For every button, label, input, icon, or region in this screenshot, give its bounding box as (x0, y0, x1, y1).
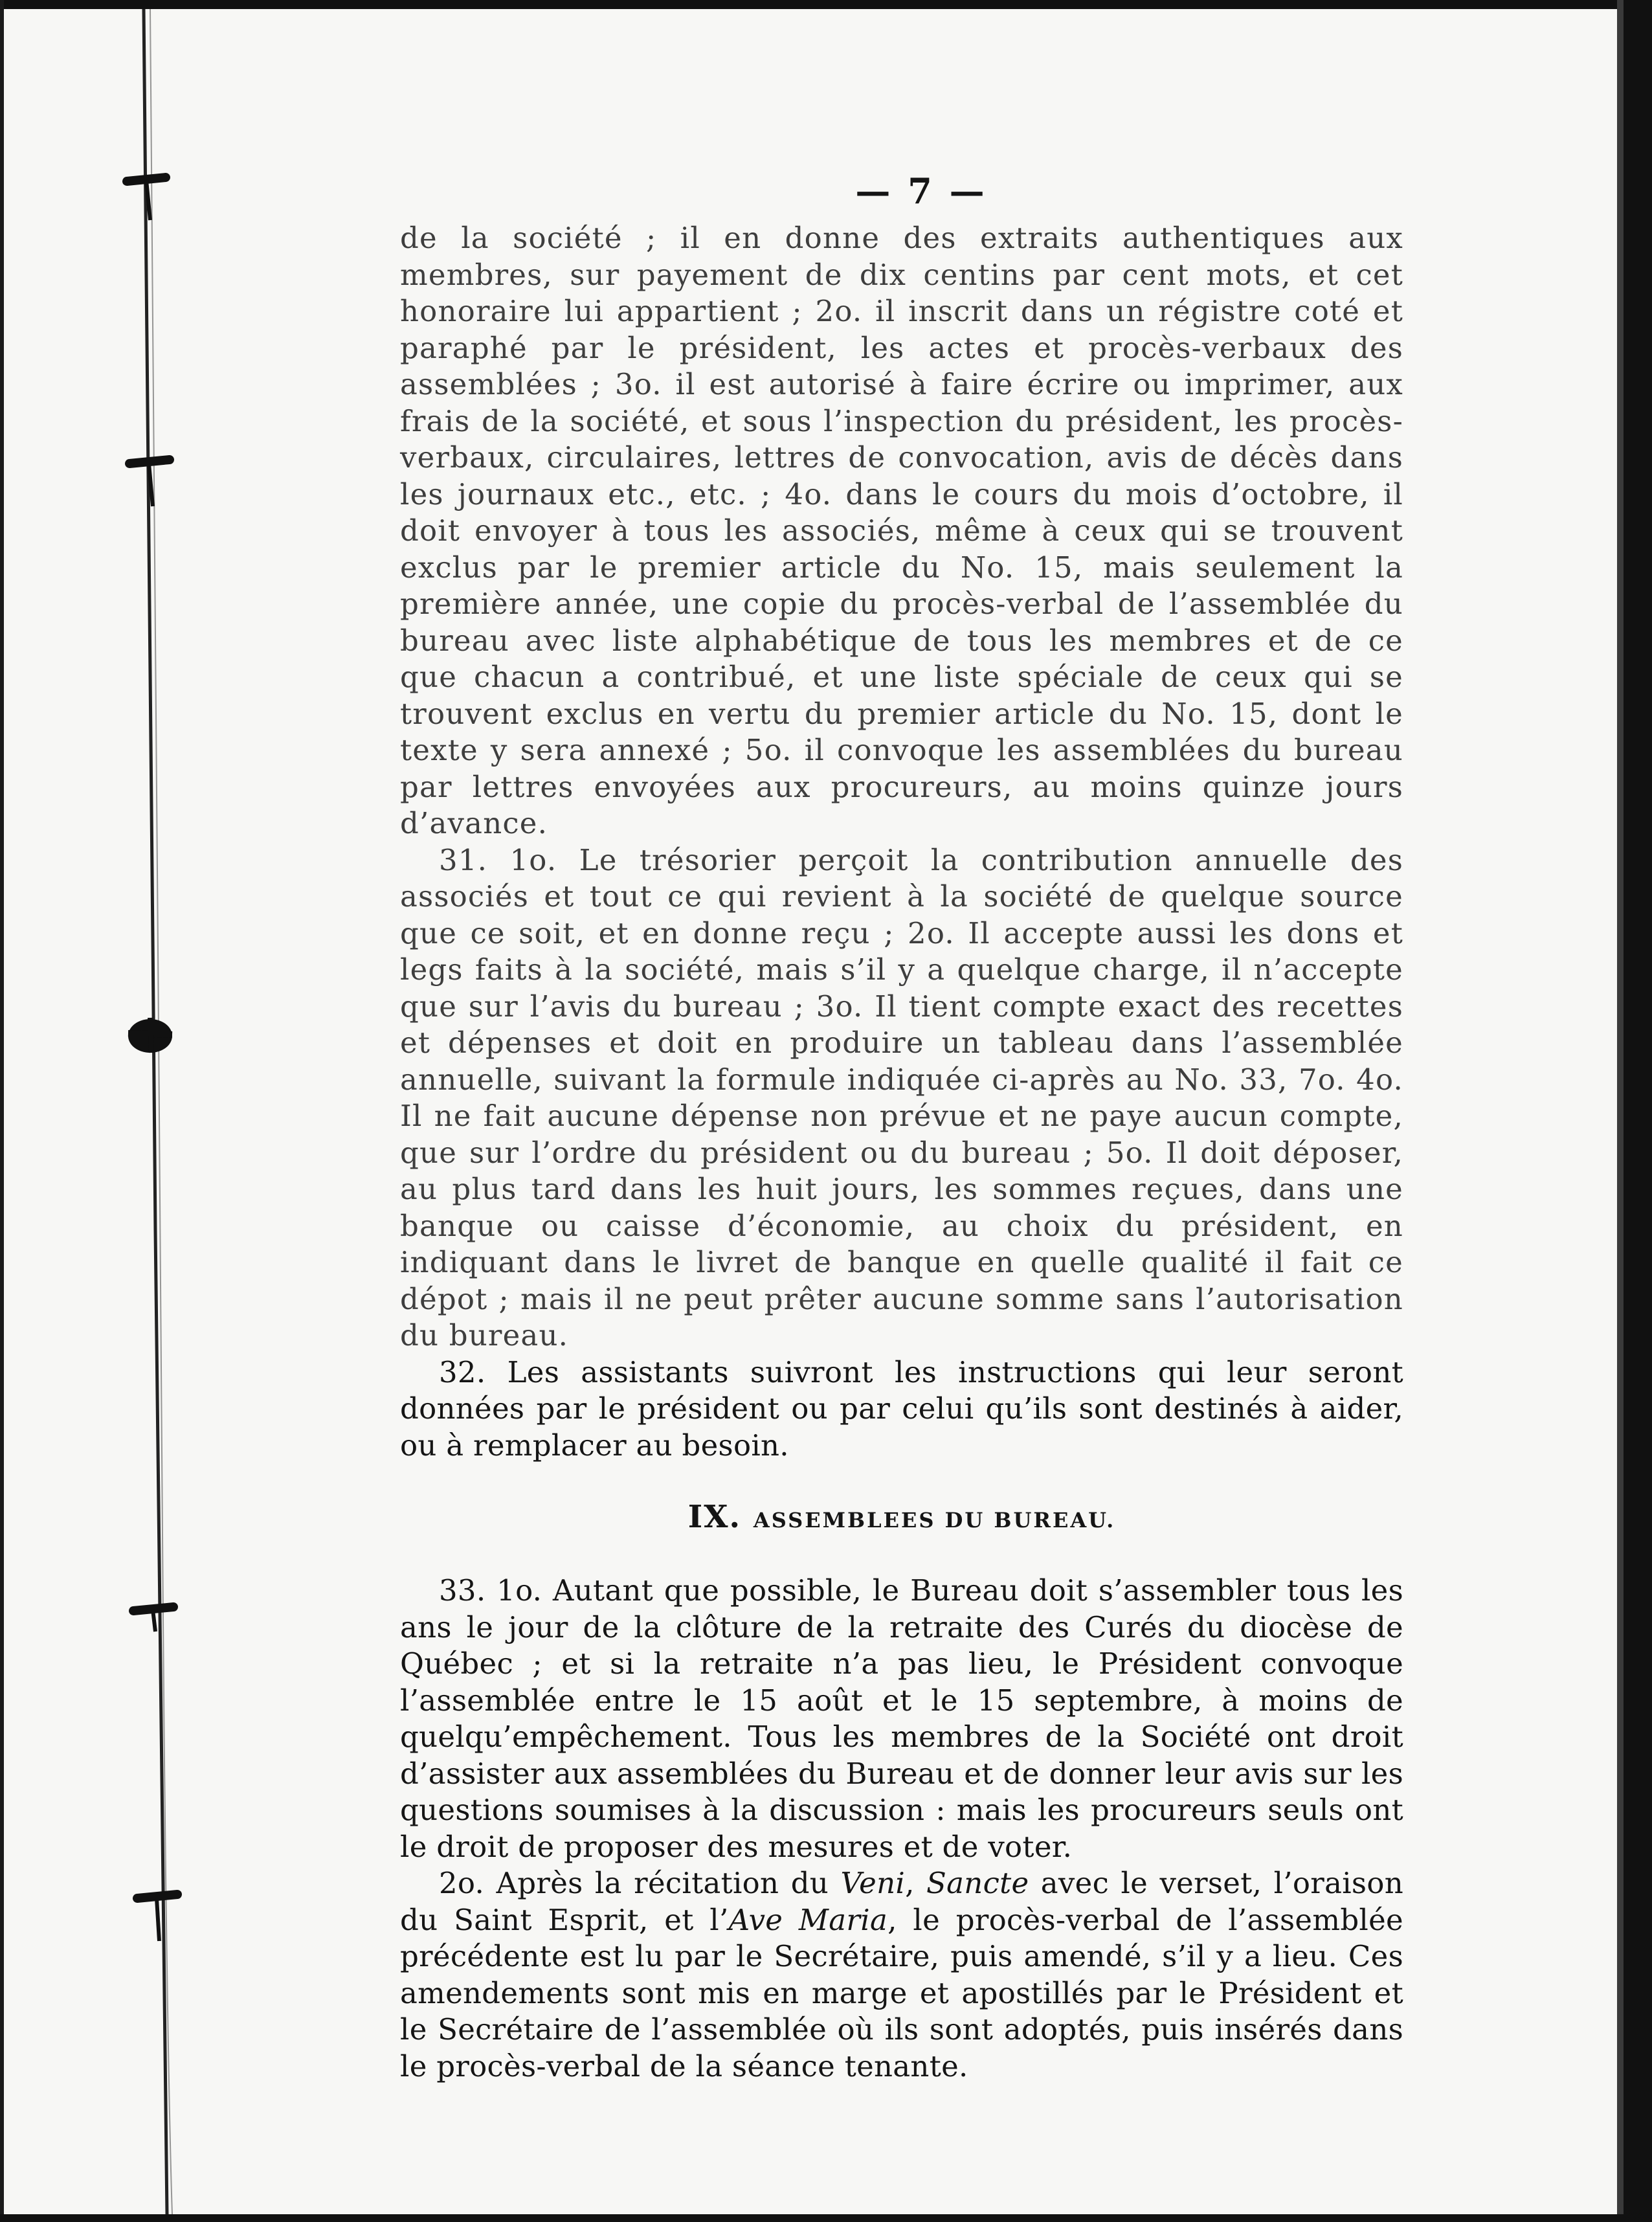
scan-border-bottom (0, 2214, 1652, 2222)
paragraph-33-assemblies: 33. 1o. Autant que possible, le Bureau doit s’assembler tous les ans le jour de la clôture de la retraite des Curés du diocèse de Québec ; et si la retraite n’a pas lieu, le Président convoque l’assemblée entre le 15 août et le 15 septembre, à moins de quelqu’empêchement. Tous les membres de la Société ont droit d’assister aux assemblées du Bureau et de donner leur avis sur les questions soumises à la discussion : mais les procureurs seuls ont le droit de proposer des mesures et de voter. (400, 1573, 1403, 1864)
text-comma: , (905, 1866, 927, 1900)
section-title: ASSEMBLEES DU BUREAU. (753, 1508, 1116, 1532)
scan-border-top (0, 0, 1652, 9)
text-before-veni: 2o. Après la récitation du (439, 1866, 841, 1900)
paragraph-secretary-duties: de la société ; il en donne des extraits authentiques aux membres, sur payement de dix centins par cent mots, et cet honoraire lui appartient ; 2o. il inscrit dans un régistre coté et paraphé par le président, les actes et procès-verbaux des assemblées ; 3o. il est autorisé à faire écrire ou imprimer, aux frais de la société, et sous l’inspection du président, les procès-verbaux, circulaires, lettres de convocation, avis de décès dans les journaux etc., etc. ; 4o. dans le cours du mois d’octobre, il doit envoyer à tous les associés, même à ceux qui se trouvent exclus par le premier article du No. 15, mais seulement la première année, une copie du procès-verbal de l’assemblée du bureau avec liste alphabétique de tous les membres et de ce que chacun a contribué, et une liste spéciale de ceux qui se trouvent exclus en vertu du premier article du No. 15, dont le texte y sera annexé ; 5o. il convoque les assemblées du bureau par lettres envoyées aux procureurs, au moins quinze jours d’avance. (400, 221, 1403, 840)
scan-border-right-shadow (1617, 0, 1624, 2222)
section-number: IX. (687, 1499, 742, 1535)
page-number: — 7 — (855, 170, 987, 212)
italic-ave-maria: Ave Maria (728, 1902, 888, 1937)
paragraph-31-treasurer: 31. 1o. Le trésorier perçoit la contribution annuelle des associés et tout ce qui revient à la société de quelque source que ce soit, et en donne reçu ; 2o. Il accepte aussi les dons et legs faits à la société, mais s’il y a quelque charge, il n’accepte que sur l’avis du bureau ; 3o. Il tient compte exact des recettes et dépenses et doit en produire un tableau dans l’assemblée annuelle, suivant la formule indiquée ci-après au No. 33, 7o. 4o. Il ne fait aucune dépense non prévue et ne paye aucun compte, que sur l’ordre du président ou du bureau ; 5o. Il doit déposer, au plus tard dans les huit jours, les sommes reçues, dans une banque ou caisse d’économie, au choix du président, en indiquant dans le livret de banque en quelle qualité il fait ce dépot ; mais il ne peut prêter aucune somme sans l’autorisation du bureau. (400, 842, 1403, 1352)
binding-thread-3 (133, 1607, 173, 1632)
text-after: , le procès-verbal de l’assemblée précédente est lu par le Secrétaire, puis amendé, s’il y a lieu. Ces amendements sont mis en marge et apostillés par le Président et le Secrétaire de l’assemblée où ils sont adoptés, puis insérés dans le procès-verbal de la séance tenante. (400, 1902, 1403, 2083)
italic-sancte: Sancte (926, 1866, 1029, 1900)
italic-veni: Veni (840, 1866, 906, 1900)
text-middle: avec le verset, l’oraison du Saint Esprit, et l’ (400, 1866, 1403, 1937)
paragraph-33-2o-order (400, 1865, 1403, 2085)
binding-knot (128, 1018, 172, 1053)
page-content (400, 162, 1403, 2085)
binding-thread-4 (137, 1894, 177, 1941)
scan-border-right (1624, 0, 1652, 2222)
paragraph-32-assistants: 32. Les assistants suivront les instructions qui leur seront données par le président ou par celui qu’ils sont destinés à aider, ou à remplacer au besoin. (400, 1354, 1403, 1463)
book-binding-stitching (0, 0, 207, 2222)
section-heading (400, 1499, 1403, 1535)
